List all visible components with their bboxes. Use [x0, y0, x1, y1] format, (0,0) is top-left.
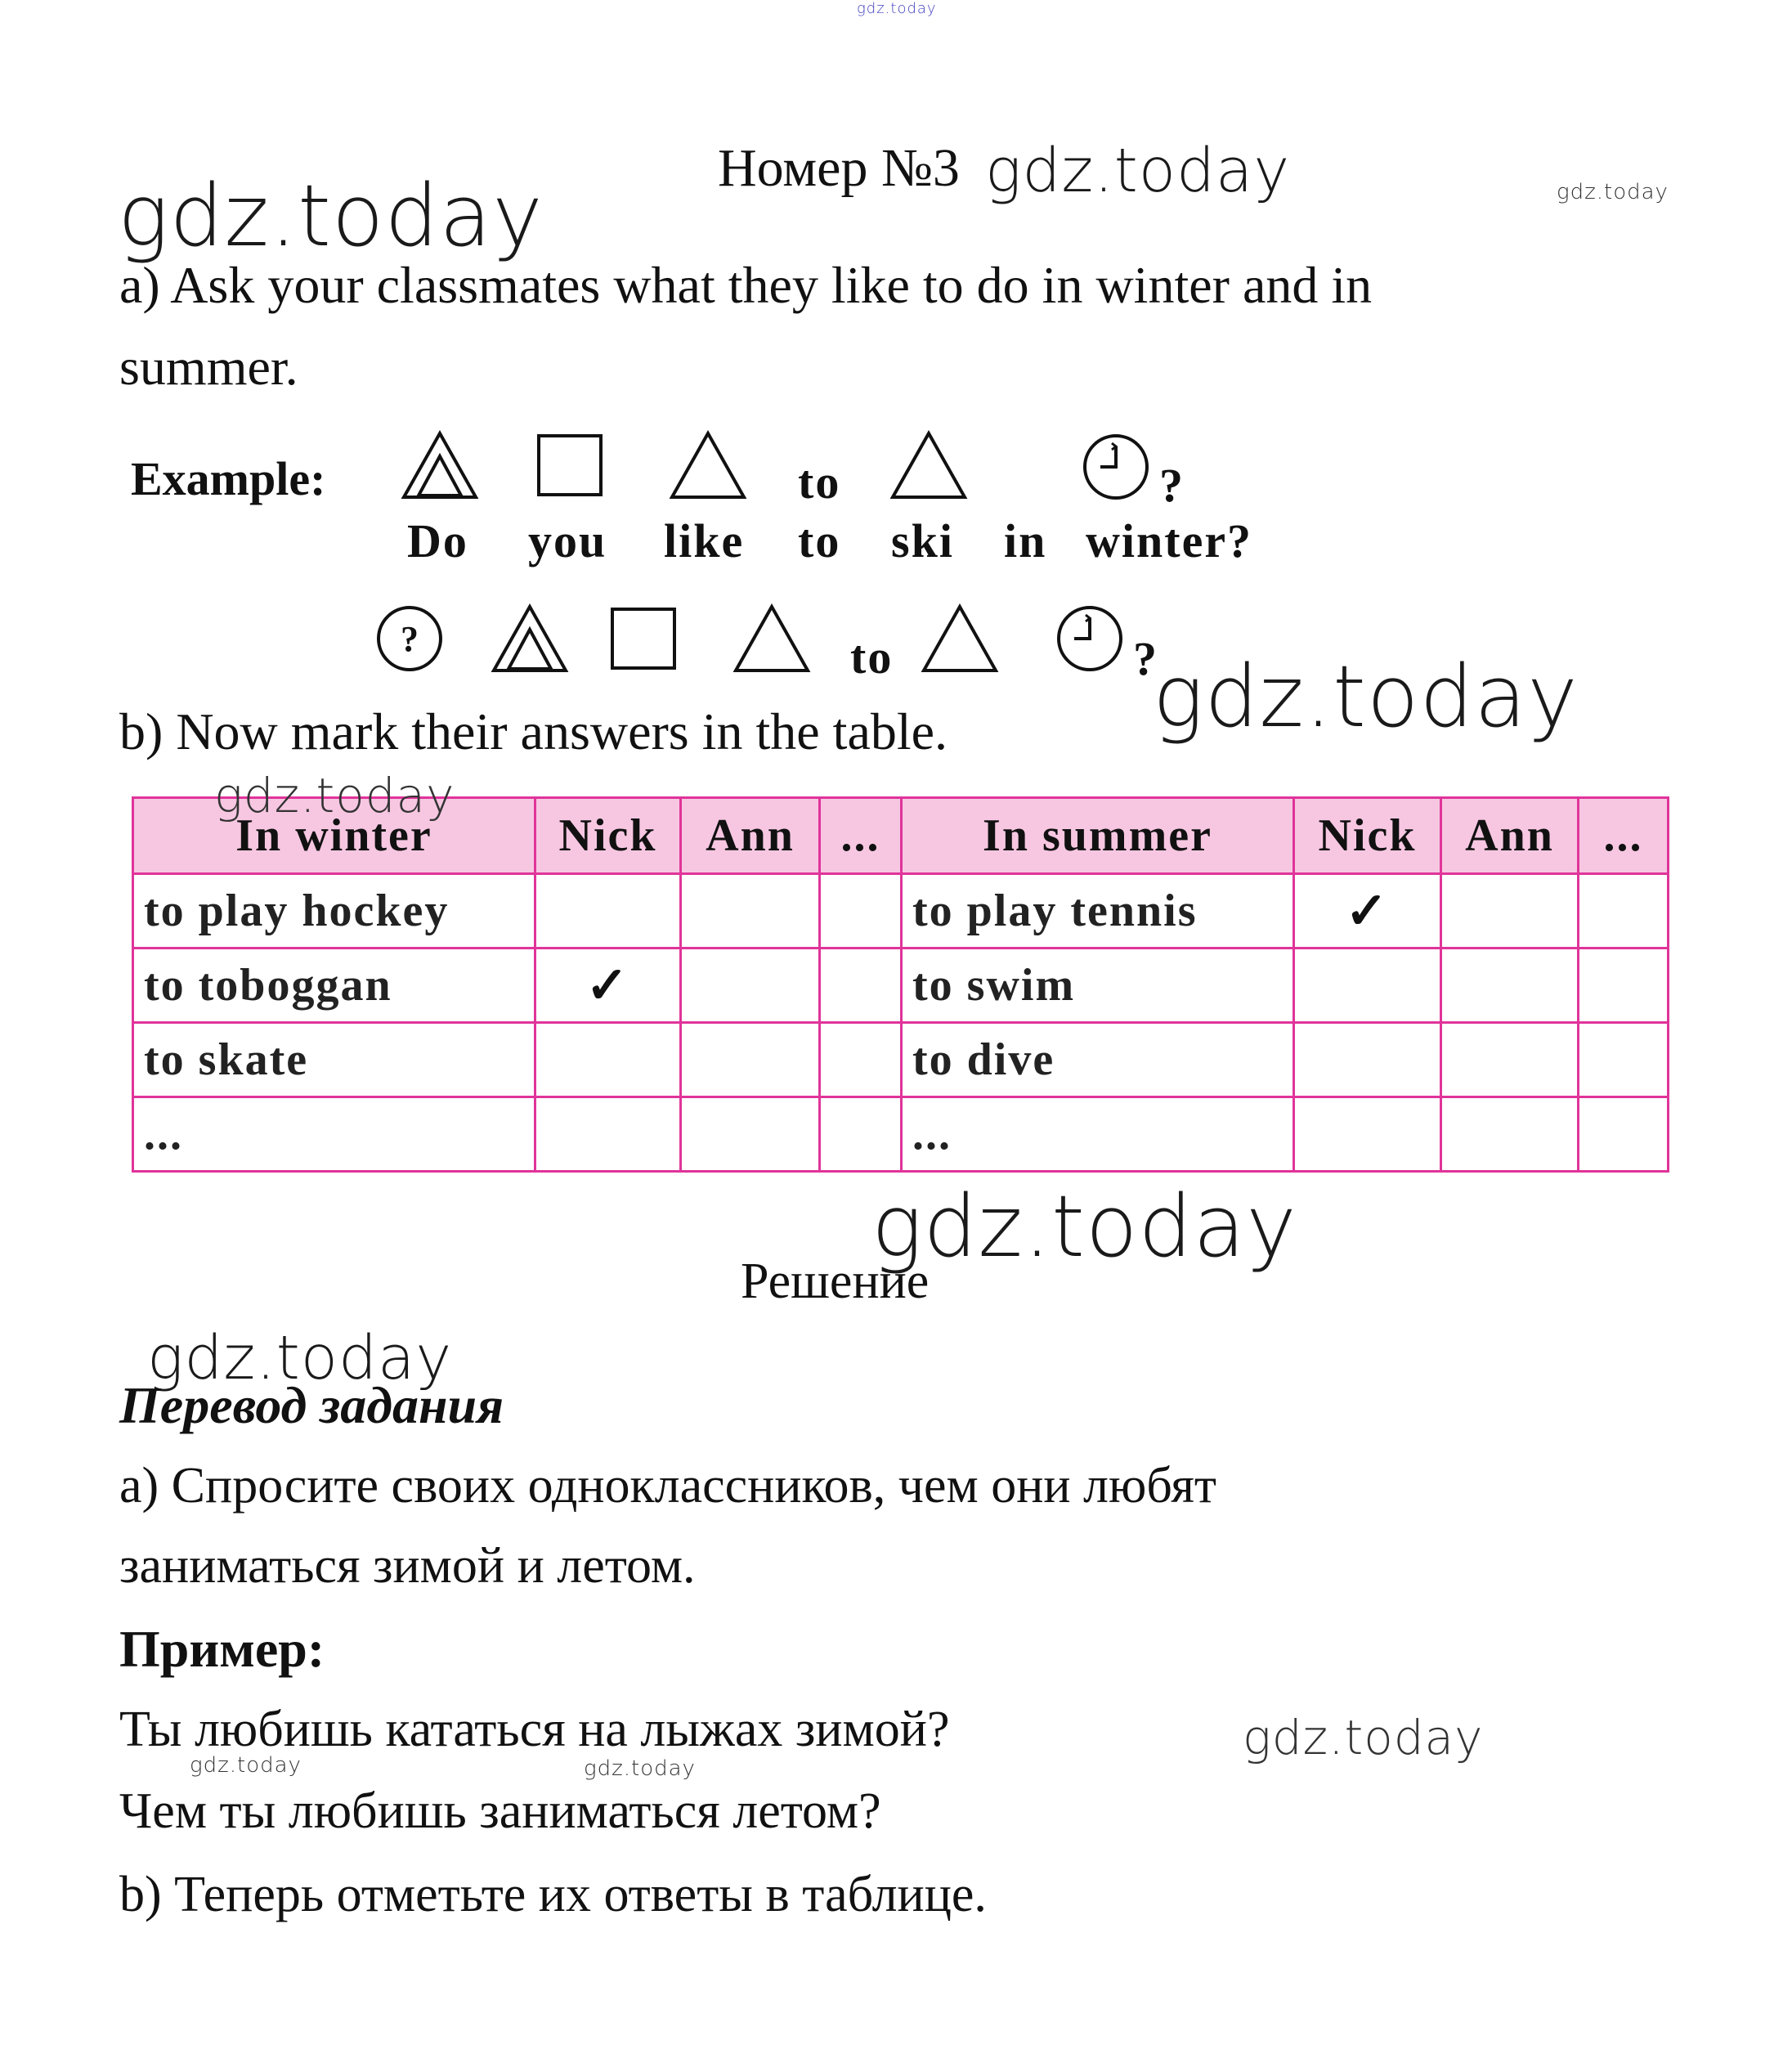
- task-a-line2: summer.: [119, 338, 298, 396]
- activity-cell: to dive: [902, 1023, 1294, 1097]
- translation-example-label: Пример:: [119, 1620, 325, 1678]
- answer-cell[interactable]: [1441, 874, 1579, 949]
- square-icon: [536, 433, 605, 499]
- answer-cell[interactable]: ✓: [535, 949, 681, 1023]
- symbol-question-mark: ?: [1159, 459, 1185, 512]
- answer-cell[interactable]: [1441, 1097, 1579, 1172]
- double-triangle-icon: [401, 430, 479, 500]
- header-cell: Nick: [535, 798, 681, 874]
- answer-cell[interactable]: [1294, 1097, 1441, 1172]
- answer-cell[interactable]: [1294, 949, 1441, 1023]
- watermark-bottom-right: gdz.today: [1243, 1710, 1484, 1765]
- symbol-question-mark: ?: [1133, 632, 1158, 685]
- watermark-below-table: gdz.today: [871, 1177, 1297, 1276]
- example-word: like: [664, 514, 745, 567]
- watermark-top-left: gdz.today: [118, 166, 544, 266]
- answer-cell[interactable]: [1579, 1097, 1669, 1172]
- answer-cell[interactable]: [1441, 949, 1579, 1023]
- example-word: in: [1004, 514, 1047, 567]
- activity-cell: to swim: [902, 949, 1294, 1023]
- watermark-table-top: gdz.today: [214, 768, 455, 823]
- translation-heading: Перевод задания: [119, 1376, 504, 1434]
- table-row: [133, 874, 1669, 949]
- header-cell: In summer: [902, 798, 1294, 874]
- answer-cell[interactable]: [820, 949, 902, 1023]
- header-cell: Nick: [1294, 798, 1441, 874]
- answer-cell[interactable]: [1579, 1023, 1669, 1097]
- translation-b-line: b) Теперь отметьте их ответы в таблице.: [119, 1867, 987, 1922]
- activity-cell: to play hockey: [133, 874, 535, 949]
- example-word: to: [798, 514, 841, 567]
- table-row: [133, 1023, 1669, 1097]
- task-b: b) Now mark their answers in the table.: [119, 702, 948, 760]
- table-row: [133, 1097, 1669, 1172]
- example-word: winter?: [1086, 514, 1253, 567]
- svg-text:?: ?: [401, 619, 419, 659]
- triangle-icon: [732, 603, 811, 674]
- solution-label: Решение: [741, 1254, 930, 1309]
- answer-cell[interactable]: ✓: [1294, 874, 1441, 949]
- answer-cell[interactable]: [1294, 1023, 1441, 1097]
- example-word: Do: [407, 514, 468, 567]
- header-cell: ...: [820, 798, 902, 874]
- clock-icon: [1055, 603, 1125, 674]
- task-a-line1: a) Ask your classmates what they like to do in winter and in: [119, 256, 1373, 314]
- watermark-ru-left: gdz.today: [190, 1753, 302, 1778]
- triangle-icon: [889, 430, 968, 500]
- watermark-tiny: gdz.today: [857, 0, 937, 17]
- header-cell: Ann: [681, 798, 820, 874]
- header-cell: Ann: [1441, 798, 1579, 874]
- answer-cell[interactable]: [681, 1023, 820, 1097]
- answer-cell[interactable]: [681, 1097, 820, 1172]
- table-row: [133, 949, 1669, 1023]
- translation-example-line1: Ты любишь кататься на лыжах зимой?: [119, 1702, 950, 1757]
- answer-cell[interactable]: [1579, 949, 1669, 1023]
- answer-cell[interactable]: [1579, 874, 1669, 949]
- header-cell: In winter: [133, 798, 535, 874]
- example-word: ski: [891, 514, 954, 567]
- activities-table: [132, 796, 1669, 1173]
- clock-icon: [1081, 432, 1151, 502]
- answer-cell[interactable]: [1441, 1023, 1579, 1097]
- activity-cell: to toboggan: [133, 949, 535, 1023]
- triangle-icon: [669, 430, 747, 500]
- answer-cell[interactable]: [535, 1023, 681, 1097]
- answer-cell[interactable]: [535, 874, 681, 949]
- symbol-to-label: to: [850, 630, 894, 684]
- example-label: Example:: [131, 452, 326, 505]
- activity-cell: ...: [902, 1097, 1294, 1172]
- page-title: Номер №3: [718, 138, 960, 198]
- watermark-example-right: gdz.today: [1153, 647, 1579, 747]
- translation-a-line2: заниматься зимой и летом.: [119, 1538, 696, 1594]
- watermark-title-side: gdz.today: [985, 136, 1291, 206]
- answer-cell[interactable]: [820, 1023, 902, 1097]
- example-word: you: [528, 514, 607, 567]
- translation-a-line1: а) Спросите своих одноклассников, чем они любят: [119, 1458, 1216, 1514]
- answer-cell[interactable]: [535, 1097, 681, 1172]
- answer-cell[interactable]: [681, 949, 820, 1023]
- watermark-header-right: gdz.today: [1557, 180, 1669, 204]
- activity-cell: to play tennis: [902, 874, 1294, 949]
- header-cell: ...: [1579, 798, 1669, 874]
- square-icon: [610, 607, 679, 672]
- translation-example-line2: Чем ты любишь заниматься летом?: [119, 1783, 881, 1839]
- answer-cell[interactable]: [820, 1097, 902, 1172]
- activity-cell: to skate: [133, 1023, 535, 1097]
- watermark-ru-mid: gdz.today: [584, 1756, 696, 1781]
- watermark-solution-left: gdz.today: [147, 1323, 453, 1393]
- double-triangle-icon: [491, 603, 569, 674]
- activity-cell: ...: [133, 1097, 535, 1172]
- symbol-to-label: to: [798, 455, 841, 509]
- answer-cell[interactable]: [820, 874, 902, 949]
- triangle-icon: [921, 603, 999, 674]
- question-circle-icon: [374, 603, 445, 674]
- answer-cell[interactable]: [681, 874, 820, 949]
